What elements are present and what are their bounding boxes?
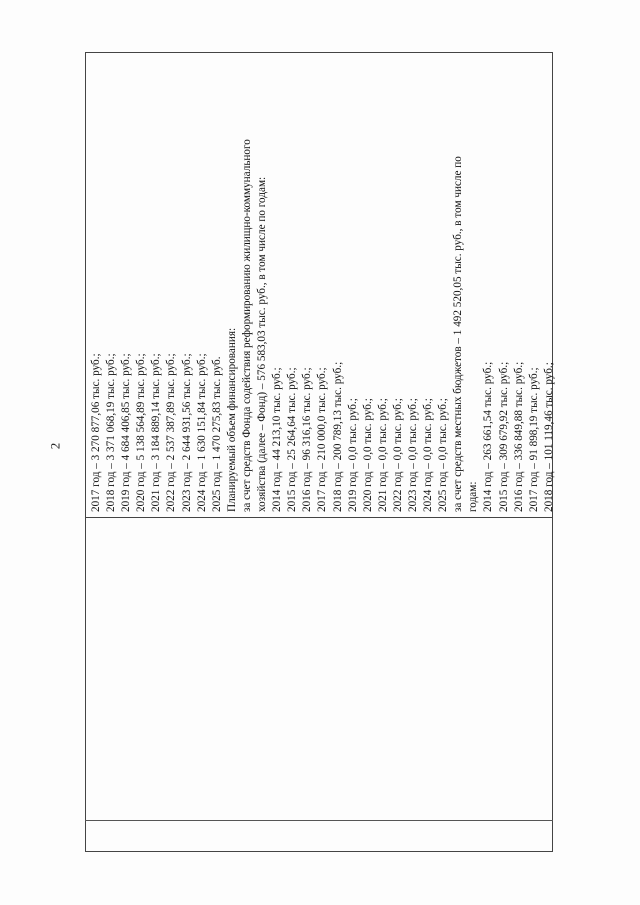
text-line: 2022 год – 2 537 387,89 тыс. руб.;	[165, 353, 178, 512]
text-line: 2020 год – 0,0 тыс. руб.;	[361, 398, 374, 512]
text-line: 2015 год – 309 679,92 тыс. руб.;	[497, 361, 510, 512]
rotated-content	[89, 52, 555, 512]
text-line: хозяйства (далее – Фонд) – 576 583,03 тыс. руб., в том числе по годам:	[256, 176, 269, 512]
text-line: 2018 год – 3 371 068,19 тыс. руб.;	[105, 353, 118, 512]
text-line: 2022 год – 0,0 тыс. руб.;	[391, 398, 404, 512]
table-column-divider	[85, 517, 553, 518]
text-line: 2014 год – 263 661,54 тыс. руб.;	[482, 361, 495, 512]
text-line: 2017 год – 91 898,19 тыс. руб.;	[527, 367, 540, 512]
text-line: 2024 год – 1 630 151,84 тыс. руб.;	[195, 353, 208, 512]
text-line: 2017 год – 3 270 877,06 тыс. руб.;	[90, 353, 102, 512]
text-line: 2016 год – 336 849,88 тыс. руб.;	[512, 361, 525, 512]
text-line: 2025 год – 0,0 тыс. руб.;	[437, 398, 450, 512]
text-line: 2014 год – 44 213,10 тыс. руб.;	[271, 367, 284, 512]
table-column-divider-secondary	[85, 820, 553, 821]
text-line: за счет средств Фонда содействия реформированию жилищно-коммунального	[240, 139, 253, 512]
text-line: 2018 год – 101 119,46 тыс. руб.;	[542, 362, 555, 512]
text-line: 2024 год – 0,0 тыс. руб.;	[422, 398, 435, 512]
text-line: 2021 год – 0,0 тыс. руб.;	[376, 398, 389, 512]
text-line: за счет средств местных бюджетов – 1 492 520,05 тыс. руб., в том числе по	[452, 156, 465, 512]
text-line: 2019 год – 0,0 тыс. руб.;	[346, 398, 359, 512]
text-line: Планируемый объем финансирования:	[225, 327, 238, 512]
text-line: 2016 год – 96 316,16 тыс. руб.;	[301, 367, 314, 512]
text-line: 2025 год – 1 470 275,83 тыс. руб.	[210, 356, 223, 512]
text-line: 2021 год – 3 184 889,14 тыс. руб.;	[150, 353, 163, 512]
text-line: 2020 год – 5 138 564,89 тыс. руб.;	[135, 353, 148, 512]
page-number: 2	[47, 442, 63, 450]
text-line: годам:	[467, 481, 480, 512]
text-line: 2017 год – 210 000,0 тыс. руб.;	[316, 367, 329, 512]
text-line: 2023 год – 2 644 931,56 тыс. руб.;	[180, 353, 193, 512]
text-line: 2019 год – 4 684 406,85 тыс. руб.;	[120, 353, 133, 512]
financing-text	[89, 56, 557, 512]
text-line: 2018 год – 200 789,13 тыс. руб.;	[331, 361, 344, 512]
text-line: 2023 год – 0,0 тыс. руб.;	[406, 398, 419, 512]
text-line: 2015 год – 25 264,64 тыс. руб.;	[286, 367, 299, 512]
